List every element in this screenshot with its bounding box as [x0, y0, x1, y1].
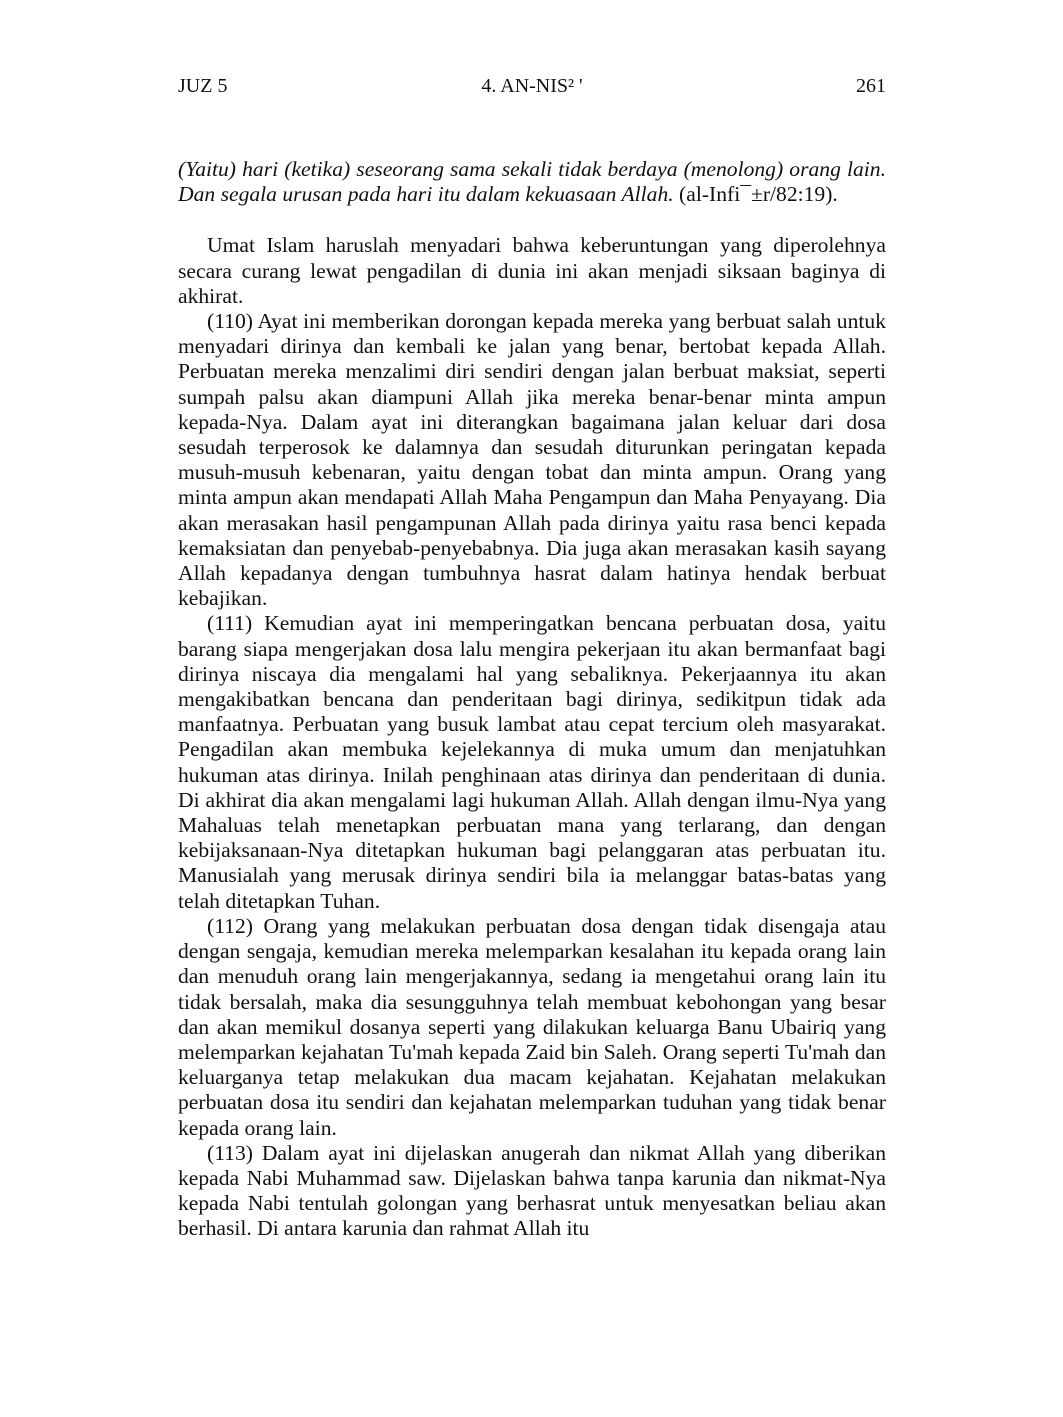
- paragraph: Umat Islam haruslah menyadari bahwa keberuntungan yang diperolehnya secara curang lewat pengadilan di dunia ini akan menjadi siksaan baginya di akhirat.: [178, 233, 886, 308]
- paragraph: (112) Orang yang melakukan perbuatan dosa dengan tidak disengaja atau dengan sengaja, kemudian mereka melemparkan kesalahan itu kepada orang lain dan menuduh orang lain mengerjakannya, sedang ia mengetahui orang lain itu tidak bersalah, maka dia sesungguhnya telah membuat kebohongan yang besar dan akan memikul dosanya seperti yang dilakukan keluarga Banu Ubairiq yang melemparkan kejahatan Tu'mah kepada Zaid bin Saleh. Orang seperti Tu'mah dan keluarganya tetap melakukan dua macam kejahatan. Kejahatan melakukan perbuatan dosa itu sendiri dan kejahatan melemparkan tuduhan yang tidak benar kepada orang lain.: [178, 913, 886, 1140]
- quran-quote: [178, 157, 886, 207]
- quote-reference: (al-Infi¯±r/82:19).: [673, 182, 838, 207]
- body-text: [178, 157, 886, 1242]
- page-number: 261: [856, 75, 886, 97]
- paragraph: (110) Ayat ini memberikan dorongan kepada mereka yang berbuat salah untuk menyadari dirinya dan kembali ke jalan yang benar, bertobat kepada Allah. Perbuatan mereka menzalimi diri sendiri dengan jalan berbuat maksiat, seperti sumpah palsu akan diampuni Allah jika mereka benar-benar minta ampun kepada-Nya. Dalam ayat ini diterangkan bagaimana jalan keluar dari dosa sesudah terperosok ke dalamnya dan sesudah diturunkan peringatan kepada musuh-musuh kebenaran, yaitu dengan tobat dan minta ampun. Orang yang minta ampun akan mendapati Allah Maha Pengampun dan Maha Penyayang. Dia akan merasakan hasil pengampunan Allah pada dirinya yaitu rasa benci kepada kemaksiatan dan penyebab-penyebabnya. Dia juga akan merasakan kasih sayang Allah kepadanya dengan tumbuhnya hasrat dalam hatinya hendak berbuat kebajikan.: [178, 309, 886, 611]
- running-head: [178, 72, 886, 100]
- paragraph-gap: [178, 207, 886, 233]
- quote-text: (Yaitu) hari (ketika) seseorang sama sekali tidak berdaya (menolong) orang lain. Dan segala urusan pada hari itu dalam kekuasaan Allah.: [178, 157, 886, 207]
- paragraph: (113) Dalam ayat ini dijelaskan anugerah dan nikmat Allah yang diberikan kepada Nabi Muhammad saw. Dijelaskan bahwa tanpa karunia dan nikmat-Nya kepada Nabi tentulah golongan yang berhasrat untuk menyesatkan beliau akan berhasil. Di antara karunia dan rahmat Allah itu: [178, 1140, 886, 1241]
- surah-title: 4. AN-NIS² ': [481, 75, 583, 97]
- paragraph: (111) Kemudian ayat ini memperingatkan bencana perbuatan dosa, yaitu barang siapa mengerjakan dosa lalu mengira pekerjaan itu akan bermanfaat bagi dirinya niscaya dia mengalami hal yang sebaliknya. Pekerjaannya itu akan mengakibatkan bencana dan penderitaan bagi dirinya, sedikitpun tidak ada manfaatnya. Perbuatan yang busuk lambat atau cepat tercium oleh masyarakat. Pengadilan akan membuka kejelekannya di muka umum dan menjatuhkan hukuman atas dirinya. Inilah penghinaan atas dirinya dan penderitaan di dunia. Di akhirat dia akan mengalami lagi hukuman Allah. Allah dengan ilmu-Nya yang Mahaluas telah menetapkan perbuatan mana yang terlarang, dan dengan kebijaksanaan-Nya ditetapkan hukuman bagi pelanggaran atas perbuatan itu. Manusialah yang merusak dirinya sendiri bila ia melanggar batas-batas yang telah ditetapkan Tuhan.: [178, 611, 886, 913]
- juz-label: JUZ 5: [178, 75, 228, 97]
